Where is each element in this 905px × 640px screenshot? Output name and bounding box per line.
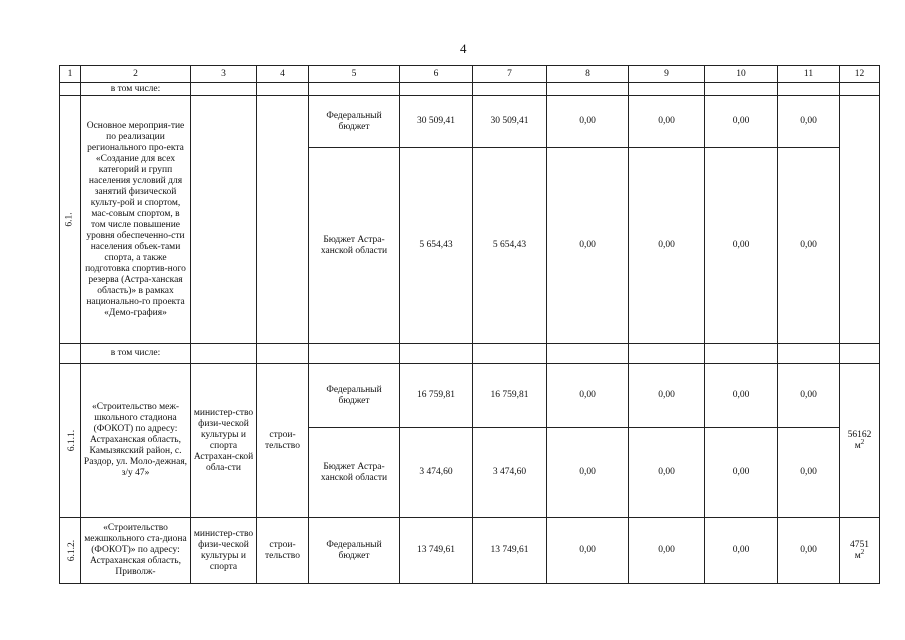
funding-source: Федеральный бюджет [309,518,400,584]
value-cell: 13 749,61 [400,518,473,584]
value-cell: 0,00 [705,364,778,428]
value-cell: 0,00 [547,364,629,428]
value-cell: 5 654,43 [473,148,547,344]
value-cell: 0,00 [547,518,629,584]
row-number-cell: 6.1.1. [60,364,81,518]
funding-source: Бюджет Астра-ханской области [309,428,400,518]
header-cell: 8 [547,66,629,83]
funding-source: Федеральный бюджет [309,364,400,428]
value-cell: 5 654,43 [400,148,473,344]
header-cell: 12 [840,66,880,83]
row-description: «Строительство меж-школьного стадиона (ФОКОТ) по адресу: Астраханская область, Камызякский район, с. Раздор, ул. Моло-дежная, з/у 47» [81,364,191,518]
value-cell: 0,00 [629,96,705,148]
value-cell: 0,00 [629,148,705,344]
header-cell: 4 [257,66,309,83]
value-cell: 3 474,60 [473,428,547,518]
value-cell: 30 509,41 [400,96,473,148]
work-type-cell: строи-тельство [257,518,309,584]
header-cell: 2 [81,66,191,83]
value-cell: 0,00 [629,428,705,518]
header-cell: 5 [309,66,400,83]
capacity-cell: 4751 $м^2$ [840,518,880,584]
value-cell: 0,00 [705,518,778,584]
header-cell: 1 [60,66,81,83]
value-cell: 0,00 [778,428,840,518]
capacity-cell: 56162 $м^2$ [840,364,880,518]
row-description: Основное мероприя-тие по реализации регионального про-екта «Создание для всех категорий и групп населения условий для занятий физической культу-рой и спортом, мас-совым спортом, в том числе повышение уровня обеспеченно-сти населения объек-тами спорта, а также подготовка спортив-ного резерва (Астра-ханская область)» в рамках национально-го проекта «Демо-графия» [81,96,191,344]
value-cell: 0,00 [629,518,705,584]
in-number-label: в том числе: [81,83,191,96]
value-cell: 0,00 [778,364,840,428]
header-cell: 11 [778,66,840,83]
work-type-cell: строи-тельство [257,364,309,518]
in-number-row [60,83,880,96]
header-cell: 9 [629,66,705,83]
row-number-cell: 6.1. [60,96,81,344]
table-row [60,364,880,428]
value-cell: 0,00 [547,428,629,518]
header-cell: 7 [473,66,547,83]
funding-source: Федеральный бюджет [309,96,400,148]
value-cell: 0,00 [705,148,778,344]
value-cell: 16 759,81 [473,364,547,428]
value-cell: 0,00 [705,96,778,148]
executor-cell: министер-ство физи-ческой культуры и спорта Астрахан-ской обла-сти [191,364,257,518]
value-cell: 0,00 [547,96,629,148]
in-number-label: в том числе: [81,344,191,364]
value-cell: 3 474,60 [400,428,473,518]
header-cell: 10 [705,66,778,83]
value-cell: 0,00 [629,364,705,428]
value-cell: 0,00 [778,518,840,584]
row-number-cell: 6.1.2. [60,518,81,584]
value-cell: 0,00 [705,428,778,518]
funding-source: Бюджет Астра-ханской области [309,148,400,344]
table-row [60,518,880,584]
header-row [60,66,880,83]
value-cell: 0,00 [547,148,629,344]
executor-cell: министер-ство физи-ческой культуры и спорта [191,518,257,584]
budget-table [59,65,880,584]
in-number-row [60,344,880,364]
row-description: «Строительство межшкольного ста-диона (ФОКОТ)» по адресу: Астраханская область, Приволж- [81,518,191,584]
value-cell: 16 759,81 [400,364,473,428]
value-cell: 30 509,41 [473,96,547,148]
header-cell: 3 [191,66,257,83]
value-cell: 0,00 [778,96,840,148]
value-cell: 0,00 [778,148,840,344]
header-cell: 6 [400,66,473,83]
page-number: 4 [460,41,467,56]
table-row [60,96,880,148]
value-cell: 13 749,61 [473,518,547,584]
